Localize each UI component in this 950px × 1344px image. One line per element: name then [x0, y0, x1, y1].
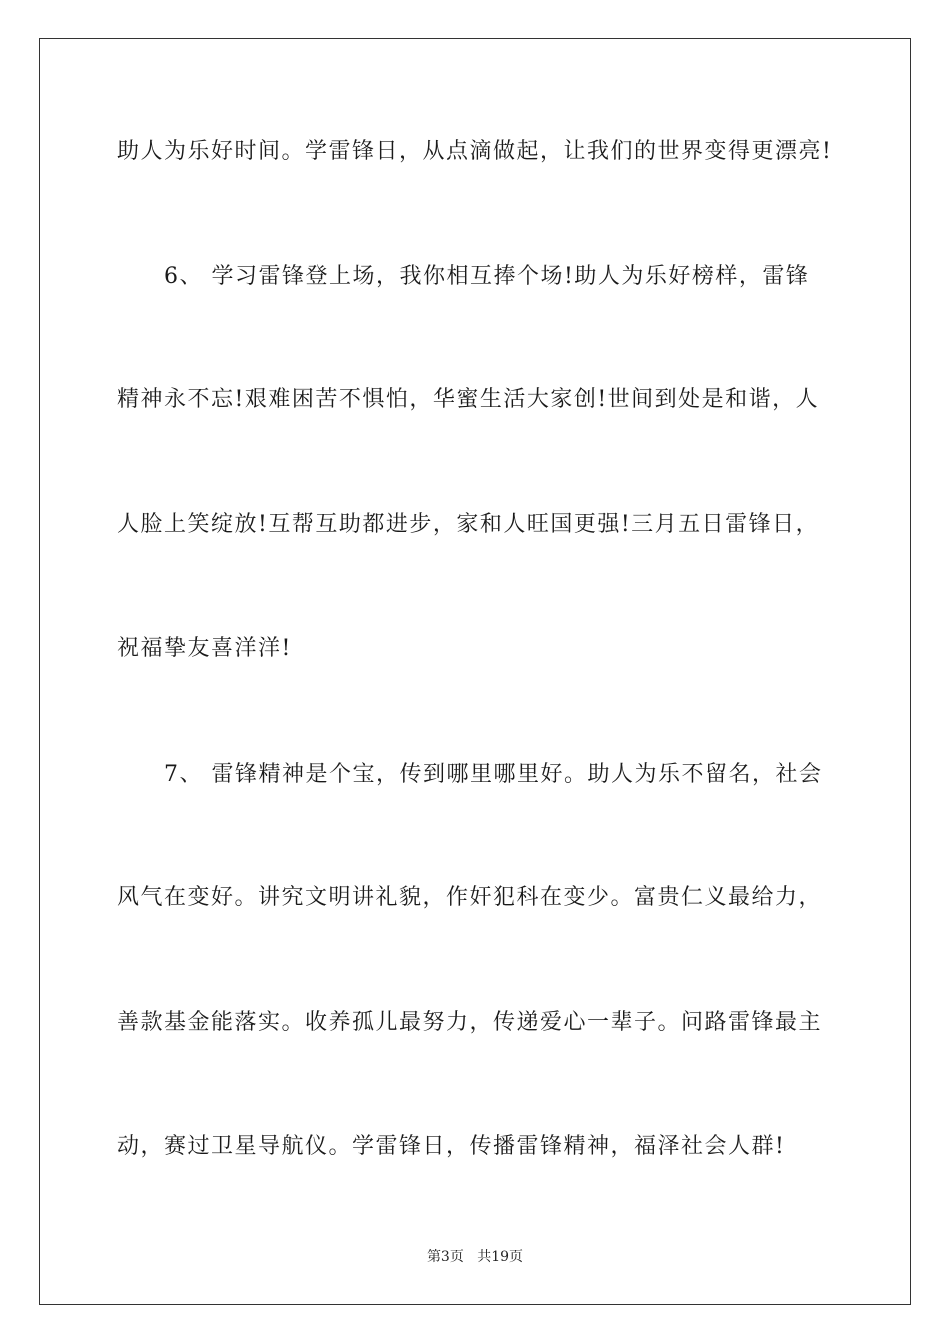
footer-spacer	[464, 1249, 477, 1265]
text-line-9: 动，赛过卫星导航仪。学雷锋日，传播雷锋精神，福泽社会人群!	[117, 1134, 786, 1159]
page-footer	[0, 1247, 950, 1267]
text-line-2-item-6: 6、 学习雷锋登上场，我你相互捧个场!助人为乐好榜样，雷锋	[164, 264, 810, 289]
text-line-4: 人脸上笑绽放!互帮互助都进步，家和人旺国更强!三月五日雷锋日，	[117, 512, 820, 537]
text-line-5: 祝福挚友喜洋洋!	[117, 636, 292, 661]
text-line-7: 风气在变好。讲究文明讲礼貌，作奸犯科在变少。富贵仁义最给力，	[117, 885, 823, 910]
page-number-current: 第3页	[426, 1249, 464, 1265]
text-line-1: 助人为乐好时间。学雷锋日，从点滴做起，让我们的世界变得更漂亮!	[117, 139, 833, 164]
text-line-8: 善款基金能落实。收养孤儿最努力，传递爱心一辈子。问路雷锋最主	[117, 1010, 823, 1035]
page-number-total: 共19页	[477, 1249, 524, 1265]
text-line-6-item-7: 7、 雷锋精神是个宝，传到哪里哪里好。助人为乐不留名，社会	[164, 762, 823, 787]
text-line-3: 精神永不忘!艰难困苦不惧怕，华蜜生活大家创!世间到处是和谐，人	[117, 387, 820, 412]
page-border	[39, 38, 911, 1305]
